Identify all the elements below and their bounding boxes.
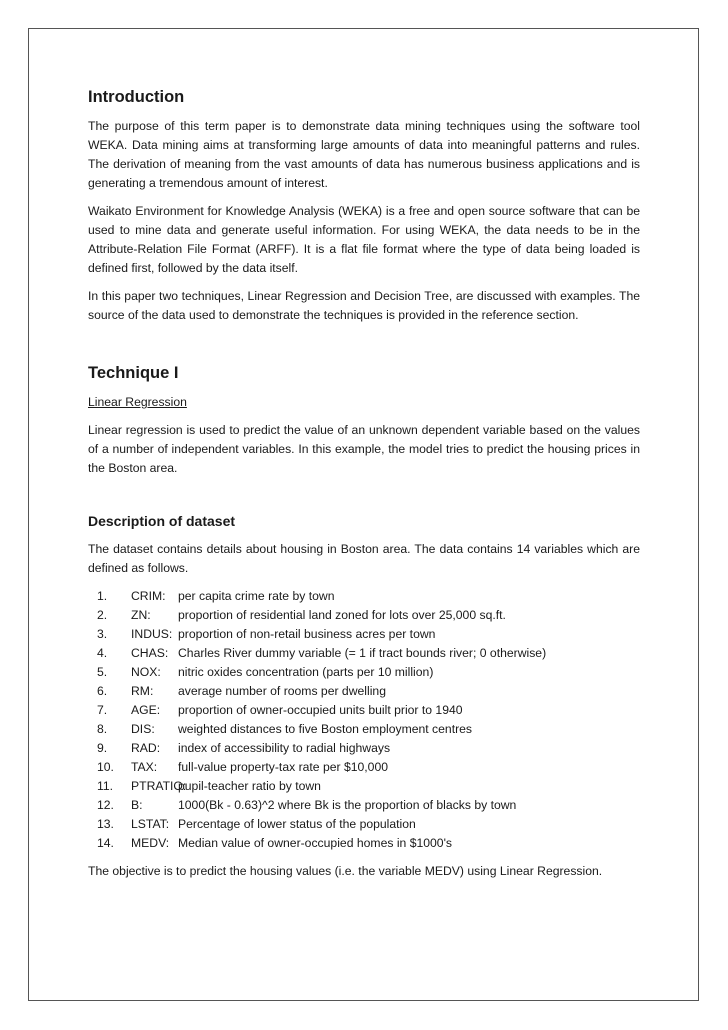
variable-number: 14. — [97, 836, 114, 850]
variable-key: TAX: — [131, 760, 158, 774]
variable-number: 5. — [97, 665, 108, 679]
variable-item — [97, 834, 640, 853]
variable-item — [97, 701, 640, 720]
variable-number: 6. — [97, 684, 108, 698]
variable-item — [97, 663, 640, 682]
variable-key: RM: — [131, 684, 154, 698]
variable-item — [97, 606, 640, 625]
variable-number: 10. — [97, 760, 114, 774]
variable-description: per capita crime rate by town — [178, 589, 335, 603]
introduction-paragraph-1: The purpose of this term paper is to demonstrate data mining techniques using the software tool WEKA. Data mining aims at transforming large amounts of data into meaningful patterns and rules. The derivation of meaning from the vast amounts of data has numerous business applications and is generating a tremendous amount of interest. — [88, 119, 640, 190]
variable-number: 4. — [97, 646, 108, 660]
variable-number: 12. — [97, 798, 114, 812]
variable-key: DIS: — [131, 722, 155, 736]
variable-number: 7. — [97, 703, 108, 717]
variable-key: AGE: — [131, 703, 161, 717]
variable-description: Percentage of lower status of the population — [178, 817, 416, 831]
variable-item — [97, 587, 640, 606]
variable-key: MEDV: — [131, 836, 170, 850]
variable-description: proportion of non-retail business acres per town — [178, 627, 436, 641]
introduction-paragraph-3: In this paper two techniques, Linear Regression and Decision Tree, are discussed with examples. The source of the data used to demonstrate the techniques is provided in the reference section. — [88, 289, 640, 322]
variable-item — [97, 758, 640, 777]
variable-description: weighted distances to five Boston employment centres — [178, 722, 473, 736]
variable-item — [97, 796, 640, 815]
variable-key: INDUS: — [131, 627, 173, 641]
variable-number: 3. — [97, 627, 108, 641]
variable-key: CHAS: — [131, 646, 169, 660]
variable-description: proportion of owner-occupied units built prior to 1940 — [178, 703, 463, 717]
variable-list — [88, 587, 640, 853]
variable-item — [97, 682, 640, 701]
technique-subheading: Linear Regression — [88, 395, 187, 409]
variable-description: Median value of owner-occupied homes in $1000's — [178, 836, 453, 850]
variable-number: 1. — [97, 589, 108, 603]
variable-key: PTRATIO: — [131, 779, 187, 793]
variable-description: average number of rooms per dwelling — [178, 684, 386, 698]
document-body — [88, 86, 640, 890]
technique-paragraph: Linear regression is used to predict the value of an unknown dependent variable based on the values of a number of independent variables. In this example, the model tries to predict the housing prices in the Boston area. — [88, 423, 640, 475]
variable-description: nitric oxides concentration (parts per 10 million) — [178, 665, 434, 679]
variable-description: Charles River dummy variable (= 1 if tract bounds river; 0 otherwise) — [178, 646, 547, 660]
variable-description: proportion of residential land zoned for lots over 25,000 sq.ft. — [178, 608, 506, 622]
section-spacer — [88, 487, 640, 511]
variable-number: 2. — [97, 608, 108, 622]
variable-description: pupil-teacher ratio by town — [178, 779, 321, 793]
section-spacer — [88, 334, 640, 362]
introduction-heading: Introduction — [88, 88, 185, 106]
variable-number: 13. — [97, 817, 114, 831]
technique-heading: Technique I — [88, 364, 179, 382]
variable-item — [97, 644, 640, 663]
variable-key: NOX: — [131, 665, 161, 679]
variable-number: 8. — [97, 722, 108, 736]
variable-item — [97, 720, 640, 739]
objective-paragraph: The objective is to predict the housing values (i.e. the variable MEDV) using Linear Regression. — [88, 864, 603, 878]
dataset-heading: Description of dataset — [88, 513, 236, 529]
variable-description: index of accessibility to radial highways — [178, 741, 391, 755]
variable-item — [97, 777, 640, 796]
variable-key: RAD: — [131, 741, 161, 755]
variable-item — [97, 625, 640, 644]
dataset-intro: The dataset contains details about housing in Boston area. The data contains 14 variables which are defined as follows. — [88, 542, 640, 575]
variable-item — [97, 815, 640, 834]
variable-key: B: — [131, 798, 143, 812]
variable-description: full-value property-tax rate per $10,000 — [178, 760, 389, 774]
variable-item — [97, 739, 640, 758]
variable-number: 11. — [97, 779, 114, 793]
variable-key: CRIM: — [131, 589, 166, 603]
variable-number: 9. — [97, 741, 108, 755]
variable-key: ZN: — [131, 608, 151, 622]
variable-key: LSTAT: — [131, 817, 170, 831]
introduction-paragraph-2: Waikato Environment for Knowledge Analysis (WEKA) is a free and open source software that can be used to mine data and generate useful information. For using WEKA, the data needs to be in the Attribute-Relation File Format (ARFF). It is a flat file format where the type of data being loaded is defined first, followed by the data itself. — [88, 204, 640, 275]
variable-description: 1000(Bk - 0.63)^2 where Bk is the proportion of blacks by town — [178, 798, 517, 812]
